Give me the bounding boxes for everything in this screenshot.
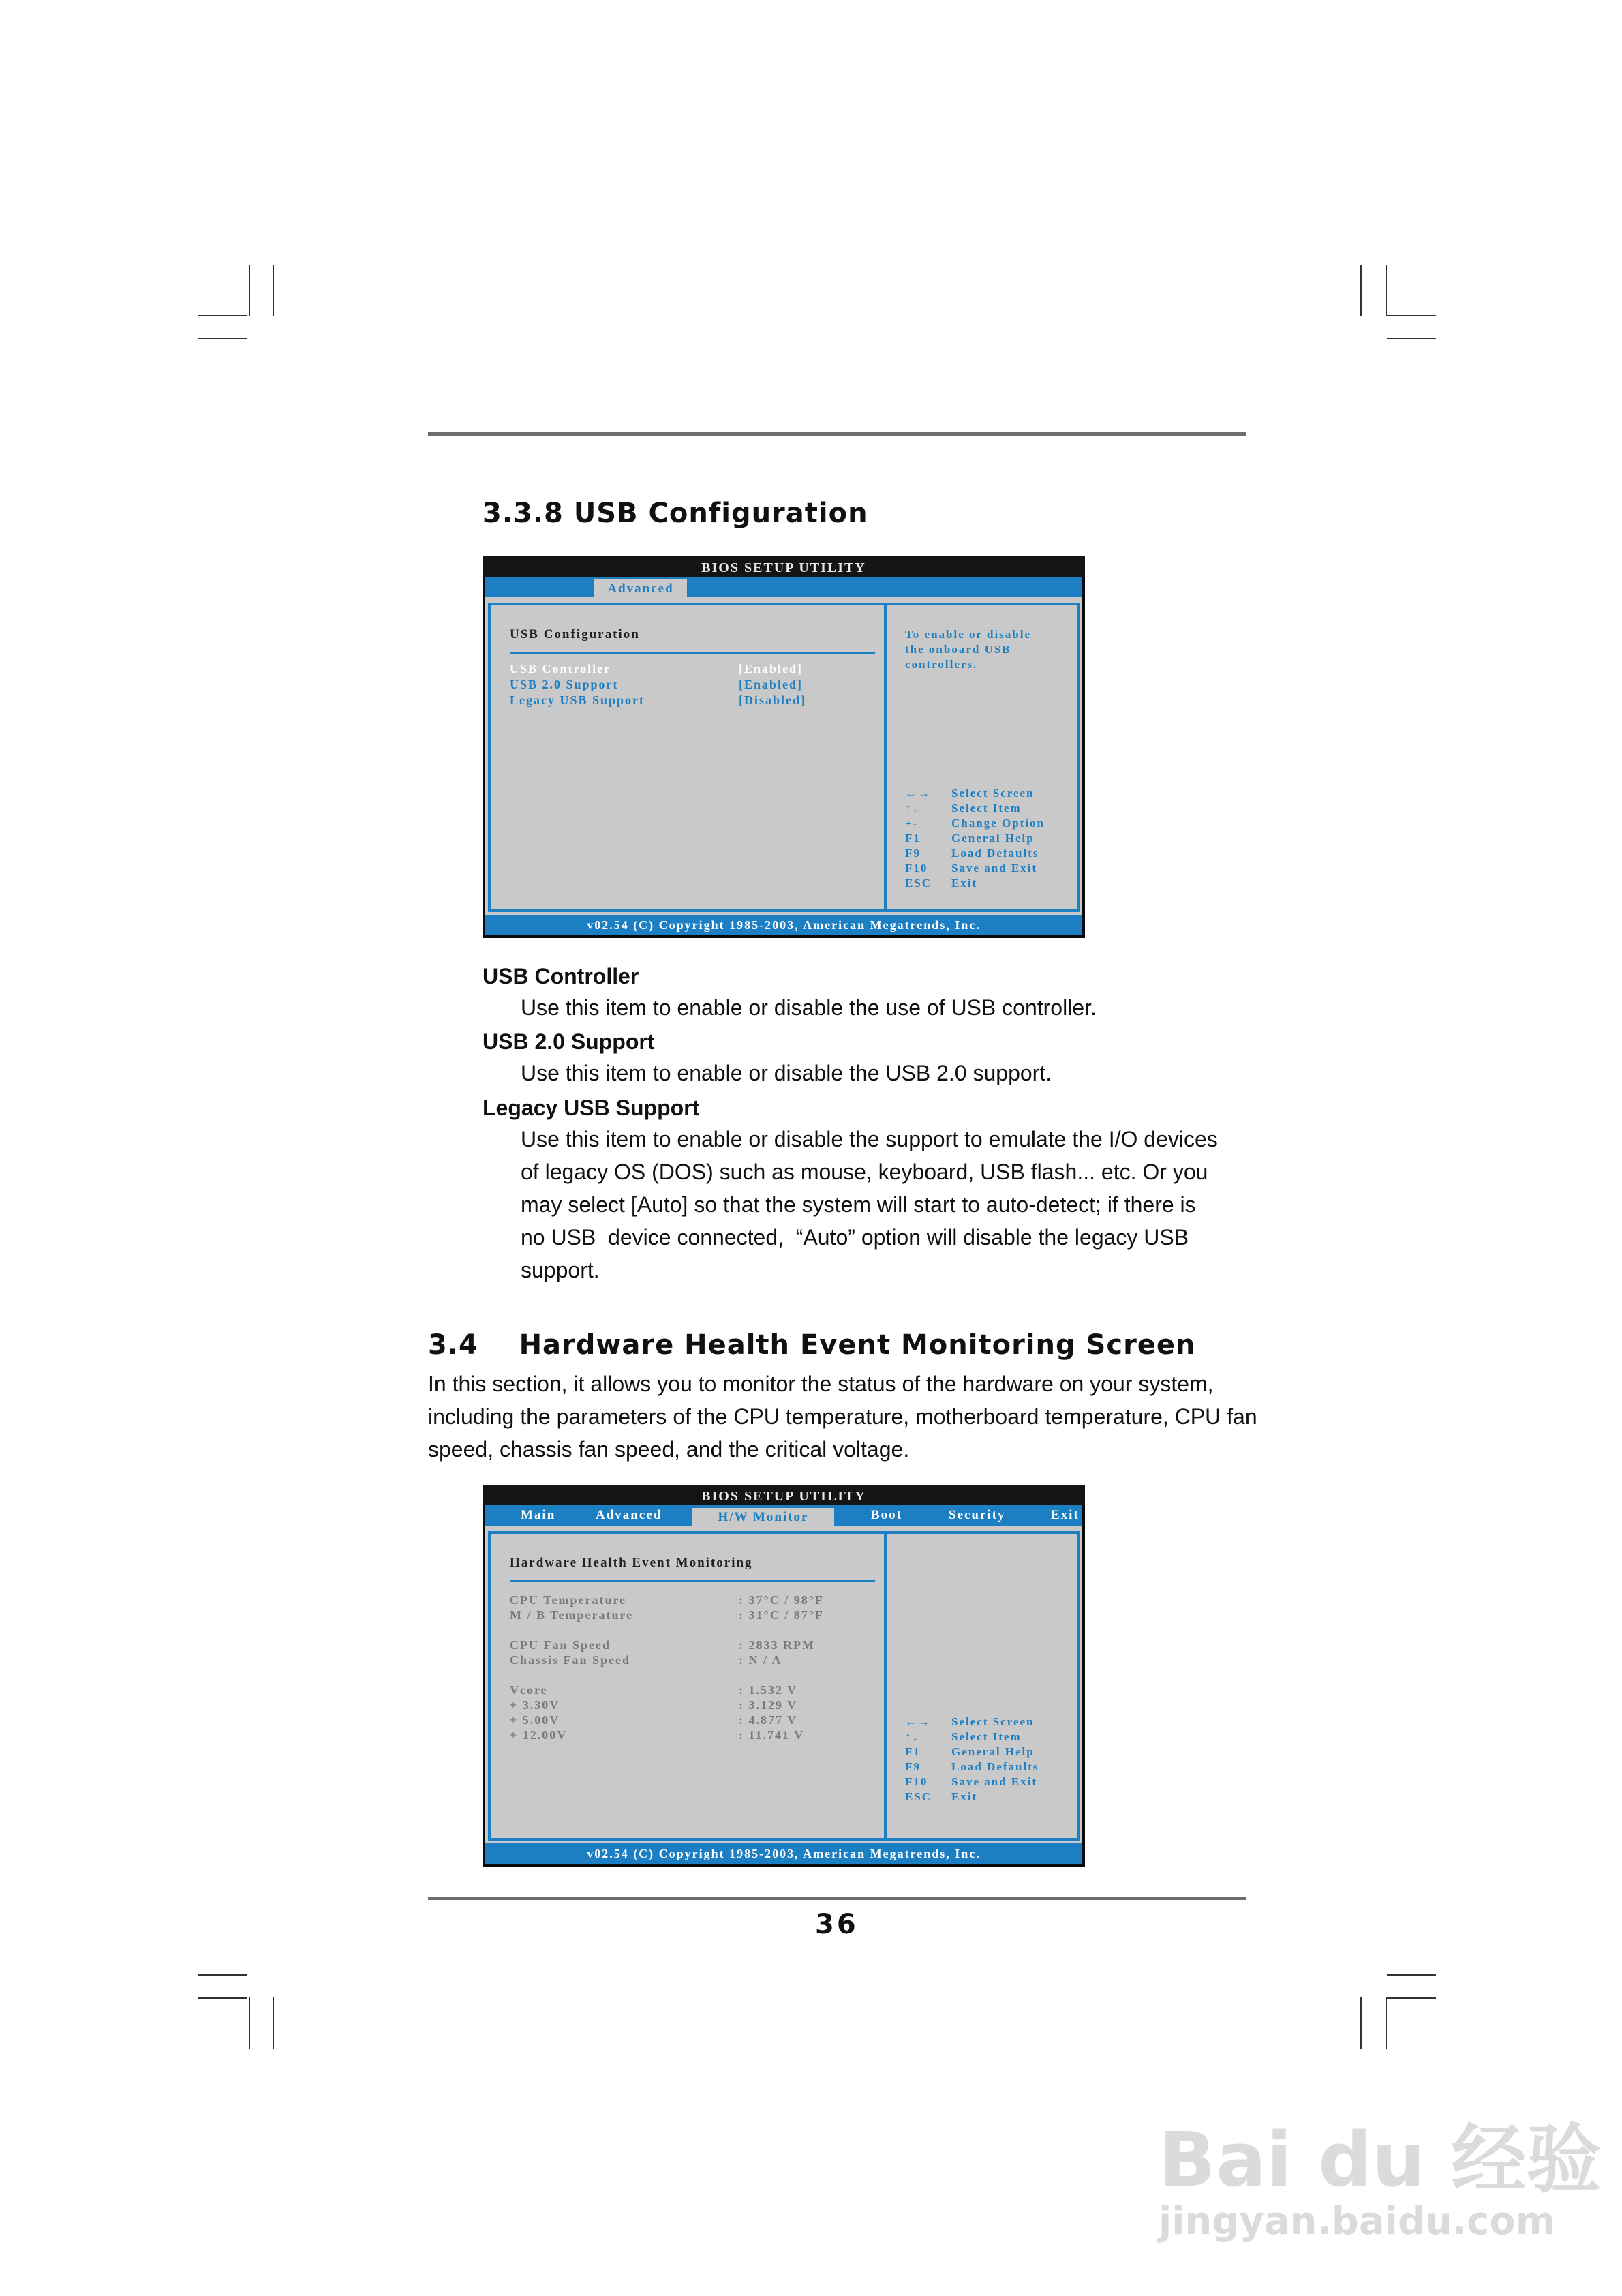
key-action: Select Item: [951, 1730, 1022, 1743]
desc-usb2-support: Use this item to enable or disable the USB 2.0 support.: [521, 1061, 1052, 1085]
bios-tab-bar: [485, 1505, 1082, 1526]
bios-title: BIOS SETUP UTILITY: [483, 1485, 1085, 1505]
key-name: +-: [905, 817, 919, 830]
key-action: Exit: [951, 1790, 978, 1803]
hw-row-label: Chassis Fan Speed: [510, 1653, 631, 1667]
key-name: ESC: [905, 877, 932, 890]
key-action: Select Item: [951, 802, 1022, 815]
desc-legacy-usb-line: may select [Auto] so that the system will start to auto-detect; if there is: [521, 1192, 1196, 1217]
hw-row-label: + 5.00V: [510, 1713, 560, 1727]
hw-row-label: + 12.00V: [510, 1728, 568, 1742]
tab-advanced[interactable]: Advanced: [596, 1508, 662, 1522]
hw-row-value: : N / A: [739, 1653, 782, 1667]
bios-column-divider: [884, 1531, 887, 1841]
bios-section-underline: [510, 652, 875, 654]
desc-legacy-usb-line: of legacy OS (DOS) such as mouse, keyboard, USB flash... etc. Or you: [521, 1160, 1208, 1184]
crop-mark: [249, 265, 250, 316]
crop-mark: [198, 338, 247, 339]
bios-screen-usb: [483, 556, 1085, 938]
usb2-support-label[interactable]: USB 2.0 Support: [510, 678, 619, 691]
tab-exit[interactable]: Exit: [1051, 1508, 1080, 1522]
bios-column-divider: [884, 603, 887, 912]
crop-mark: [273, 265, 274, 316]
key-name: ↑↓: [905, 802, 919, 815]
key-name: ←→: [905, 1715, 931, 1728]
crop-mark: [273, 1997, 274, 2049]
crop-mark: [249, 1997, 250, 2049]
hw-row-value: : 31°C / 87°F: [739, 1608, 824, 1622]
tab-boot[interactable]: Boot: [871, 1508, 902, 1522]
crop-mark: [1387, 315, 1436, 316]
section-heading-338: 3.3.8 USB Configuration: [483, 498, 868, 529]
desc-usb-controller: Use this item to enable or disable the use of USB controller.: [521, 995, 1097, 1020]
help-line: To enable or disable: [905, 628, 1032, 641]
usb-controller-value[interactable]: [Enabled]: [739, 662, 804, 676]
hw-row-label: CPU Fan Speed: [510, 1638, 611, 1652]
key-name: F1: [905, 1745, 921, 1758]
key-action: Save and Exit: [951, 862, 1038, 875]
term-legacy-usb: Legacy USB Support: [483, 1096, 700, 1120]
bios-footer: v02.54 (C) Copyright 1985-2003, American Megatrends, Inc.: [485, 1843, 1082, 1864]
hw-row-label: + 3.30V: [510, 1698, 560, 1712]
hw-row-value: : 1.532 V: [739, 1683, 798, 1697]
key-action: Select Screen: [951, 787, 1035, 800]
hw-row-label: Vcore: [510, 1683, 548, 1697]
tab-advanced[interactable]: Advanced: [594, 579, 687, 599]
crop-mark: [1387, 1974, 1436, 1976]
crop-mark: [198, 1974, 247, 1976]
usb2-support-value[interactable]: [Enabled]: [739, 678, 804, 691]
key-action: Save and Exit: [951, 1775, 1038, 1788]
hw-row-value: : 37°C / 98°F: [739, 1593, 824, 1607]
key-action: General Help: [951, 1745, 1035, 1758]
crop-mark: [1386, 1997, 1387, 2049]
hw-row-value: : 4.877 V: [739, 1713, 798, 1727]
legacy-usb-value[interactable]: [Disabled]: [739, 693, 807, 707]
crop-mark: [1360, 265, 1362, 316]
tab-main[interactable]: Main: [521, 1508, 556, 1522]
page-number: 36: [815, 1909, 859, 1940]
help-line: controllers.: [905, 658, 978, 671]
term-usb-controller: USB Controller: [483, 964, 639, 988]
section-34-line: including the parameters of the CPU temperature, motherboard temperature, CPU fan: [428, 1404, 1257, 1429]
bios-panel: [485, 1526, 1082, 1843]
bottom-rule: [428, 1897, 1246, 1900]
term-usb2-support: USB 2.0 Support: [483, 1029, 655, 1054]
key-name: F10: [905, 1775, 928, 1788]
bios-section-title: Hardware Health Event Monitoring: [510, 1556, 753, 1570]
desc-legacy-usb-line: no USB device connected, “Auto” option will disable the legacy USB: [521, 1225, 1189, 1250]
hw-row-label: M / B Temperature: [510, 1608, 634, 1622]
usb-controller-label[interactable]: USB Controller: [510, 662, 611, 676]
key-action: Select Screen: [951, 1715, 1035, 1728]
key-action: Load Defaults: [951, 847, 1039, 860]
key-name: F9: [905, 847, 921, 860]
hw-row-label: CPU Temperature: [510, 1593, 627, 1607]
crop-mark: [1387, 1997, 1436, 1999]
bios-panel: [485, 597, 1082, 915]
crop-mark: [1387, 338, 1436, 339]
bios-title: BIOS SETUP UTILITY: [483, 556, 1085, 577]
section-34-line: In this section, it allows you to monitor the status of the hardware on your system,: [428, 1372, 1214, 1396]
top-rule: [428, 432, 1246, 436]
section-heading-34: 3.4 Hardware Health Event Monitoring Screen: [428, 1329, 1196, 1361]
hw-row-value: : 11.741 V: [739, 1728, 805, 1742]
legacy-usb-label[interactable]: Legacy USB Support: [510, 693, 645, 707]
key-action: Exit: [951, 877, 978, 890]
key-action: General Help: [951, 832, 1035, 845]
key-name: ←→: [905, 787, 931, 800]
crop-mark: [198, 1997, 247, 1999]
key-name: ESC: [905, 1790, 932, 1803]
key-name: ↑↓: [905, 1730, 919, 1743]
bios-footer: v02.54 (C) Copyright 1985-2003, American Megatrends, Inc.: [485, 915, 1082, 935]
key-name: F10: [905, 862, 928, 875]
key-action: Change Option: [951, 817, 1045, 830]
hw-row-value: : 3.129 V: [739, 1698, 798, 1712]
key-name: F9: [905, 1760, 921, 1773]
bios-tab-bar: [485, 577, 1082, 597]
bios-screen-hw-monitor: [483, 1485, 1085, 1867]
tab-security[interactable]: Security: [949, 1508, 1006, 1522]
bios-section-title: USB Configuration: [510, 627, 640, 641]
crop-mark: [198, 315, 247, 316]
tab-hw-monitor[interactable]: H/W Monitor: [692, 1508, 834, 1527]
watermark-url: jingyan.baidu.com: [1159, 2199, 1556, 2244]
watermark-logo: Bai du 经验: [1159, 2116, 1602, 2203]
key-action: Load Defaults: [951, 1760, 1039, 1773]
crop-mark: [1360, 1997, 1362, 2049]
help-line: the onboard USB: [905, 643, 1011, 656]
desc-legacy-usb-line: Use this item to enable or disable the support to emulate the I/O devices: [521, 1127, 1218, 1151]
hw-row-value: : 2833 RPM: [739, 1638, 815, 1652]
section-34-line: speed, chassis fan speed, and the critical voltage.: [428, 1437, 910, 1462]
desc-legacy-usb-line: support.: [521, 1258, 600, 1282]
crop-mark: [1386, 265, 1387, 316]
bios-section-underline: [510, 1580, 875, 1582]
key-name: F1: [905, 832, 921, 845]
